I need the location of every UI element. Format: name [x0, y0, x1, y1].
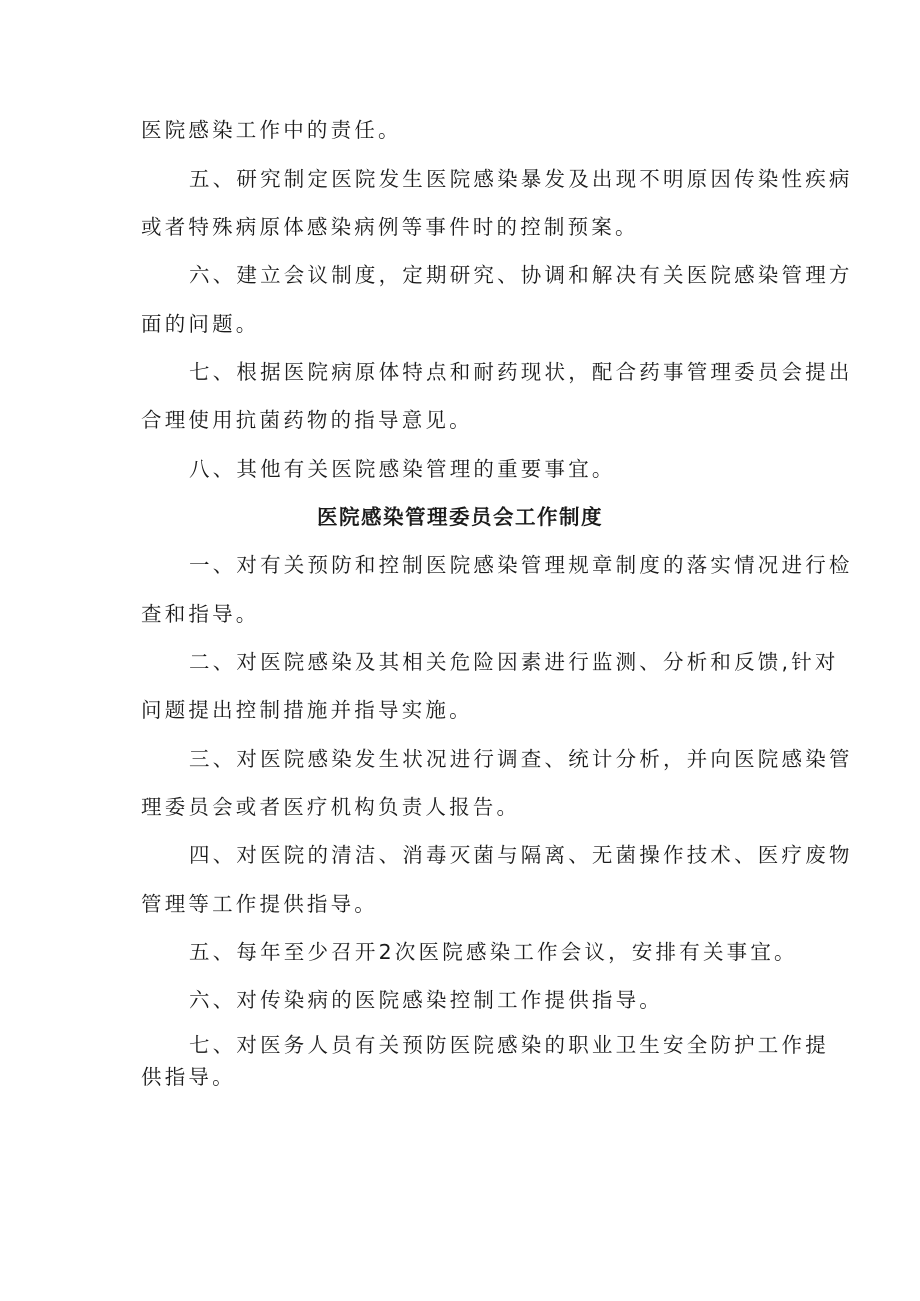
paragraph-line: 六、建立会议制度，定期研究、协调和解决有关医院感染管理方: [189, 263, 853, 287]
text-line: 医院感染工作中的责任。: [141, 118, 402, 142]
text-line: 问题提出控制措施并指导实施。: [141, 698, 473, 722]
paragraph-line: 五、研究制定医院发生医院感染暴发及出现不明原因传染性疾病: [189, 167, 853, 191]
paragraph-line: 二、对医院感染及其相关危险因素进行监测、分析和反馈,针对: [189, 650, 839, 674]
paragraph-line: 七、根据医院病原体特点和耐药现状，配合药事管理委员会提出: [189, 360, 853, 384]
text-line: 或者特殊病原体感染病例等事件时的控制预案。: [141, 215, 639, 239]
paragraph-line: 四、对医院的清洁、消毒灭菌与隔离、无菌操作技术、医疗废物: [189, 843, 853, 867]
text-line: 管理等工作提供指导。: [141, 892, 378, 916]
paragraph-line: 八、其他有关医院感染管理的重要事宜。: [189, 457, 616, 481]
section-title: 医院感染管理委员会工作制度: [317, 505, 603, 529]
paragraph-line: 六、对传染病的医院感染控制工作提供指导。: [189, 988, 663, 1012]
text-line: 查和指导。: [141, 602, 260, 626]
text-line: 合理使用抗菌药物的指导意见。: [141, 408, 473, 432]
paragraph-line: 一、对有关预防和控制医院感染管理规章制度的落实情况进行检: [189, 553, 853, 577]
paragraph-line: 五、每年至少召开2次医院感染工作会议，安排有关事宜。: [189, 940, 798, 964]
text-line: 供指导。: [141, 1065, 236, 1089]
paragraph-line: 三、对医院感染发生状况进行调查、统计分析，并向医院感染管: [189, 747, 853, 771]
text-line: 理委员会或者医疗机构负责人报告。: [141, 795, 521, 819]
paragraph-line: 七、对医务人员有关预防医院感染的职业卫生安全防护工作提: [189, 1033, 829, 1057]
text-line: 面的问题。: [141, 312, 260, 336]
